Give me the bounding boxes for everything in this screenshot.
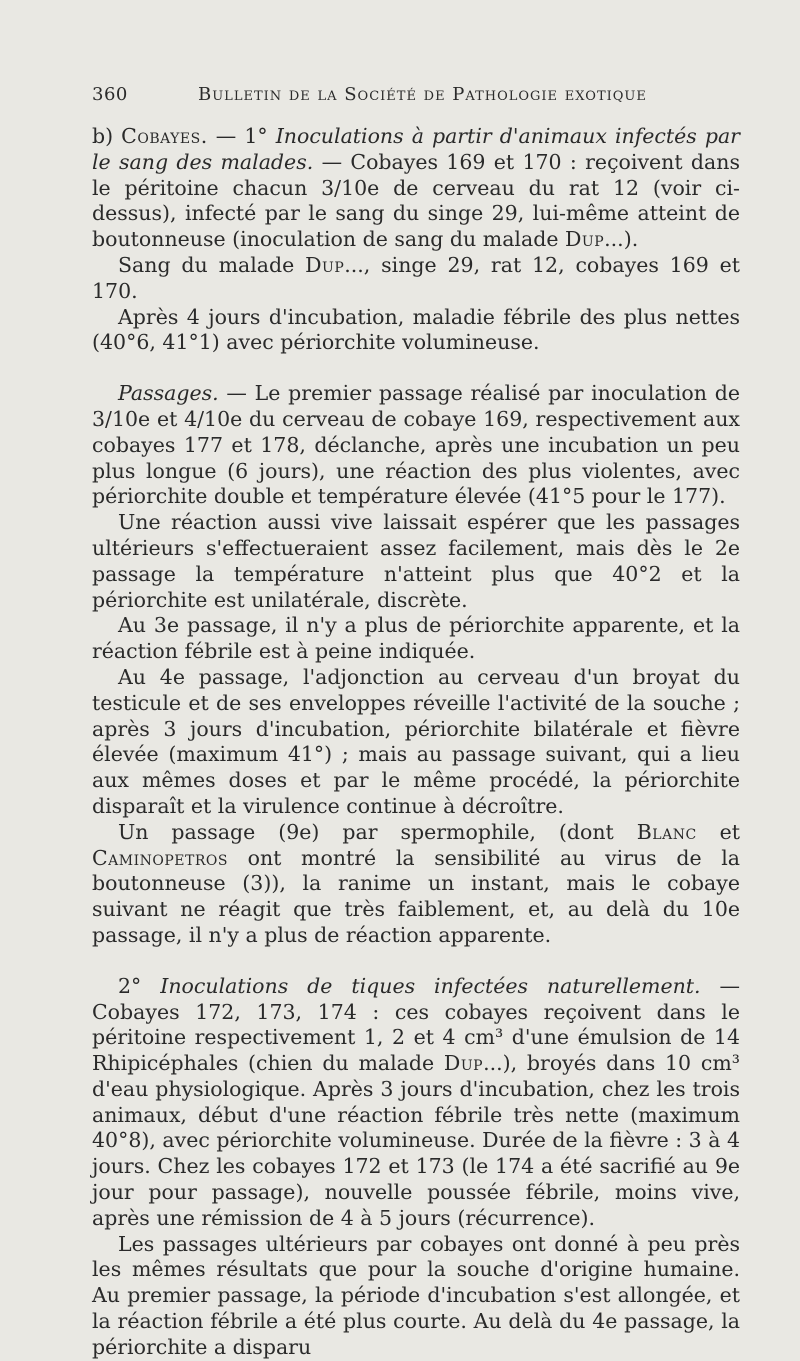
- paragraph-text: Un passage (9e) par spermophile, (dont: [118, 819, 637, 844]
- paragraph-passages: [92, 381, 740, 510]
- paragraph-ulterieurs: Les passages ultérieurs par cobayes ont donné à peu près les mêmes résultats que pour la souche d'origine humaine. Au premier passage, la période d'incubation s'est allongée, et la réaction fébrile a été plus courte. Au delà du 4e passage, la périorchite a disparu: [92, 1231, 740, 1359]
- paragraph-spermophile: [92, 820, 740, 949]
- paragraph-text: et: [696, 819, 740, 844]
- section-label: 2°: [118, 973, 142, 998]
- paragraph-text: — Cobayes 169 et 170 : reçoivent dans le péritoine chacun 3/10e de cerveau du rat 12 (voir ci-dessus), infecté par le sang du singe 29, lui-même atteint de boutonneuse (inoculation de sang du malade: [92, 149, 740, 252]
- author-name: Caminopetros: [92, 845, 228, 870]
- section-title: Inoculations à partir d'animaux infectés par le sang des malades.: [92, 124, 740, 174]
- paragraph-tiques: [92, 974, 740, 1232]
- paragraph-text: ...), broyés dans 10 cm³ d'eau physiologique. Après 3 jours d'incubation, chez les trois animaux, début d'une réaction fébrile très nette (maximum 40°8), avec périorchite volumineuse. Durée de la fièvre : 3 à 4 jours. Chez les cobayes 172 et 173 (le 174 a été sacrifié au 9e jour pour passage), nouvelle poussée fébrile, moins vive, après une rémission de 4 à 5 jours (récurrence).: [92, 1051, 741, 1230]
- paragraph-text: Sang du malade: [118, 252, 306, 277]
- page-number: 360: [92, 84, 128, 105]
- author-name: Blanc: [636, 819, 697, 844]
- running-title: Bulletin de la Société de Pathologie exotique: [198, 84, 647, 105]
- paragraph-apres: Après 4 jours d'incubation, maladie fébrile des plus nettes (40°6, 41°1) avec périorchite volumineuse.: [92, 304, 740, 355]
- paragraph-text: — Cobayes 172, 173, 174 : ces cobayes reçoivent dans le péritoine respectivement 1, 2 et 4 cm³ d'une émulsion de 14 Rhipicéphales (chien du malade: [92, 973, 740, 1076]
- patient-name: Dup: [443, 1051, 484, 1076]
- paragraph-text: ...).: [604, 227, 639, 252]
- section-dash: — 1°: [215, 124, 268, 148]
- page-header: [92, 84, 740, 110]
- tiques-title: Inoculations de tiques infectées naturellement.: [160, 973, 701, 998]
- paragraph-sang: [92, 253, 740, 305]
- paragraph-cobayes: [92, 124, 740, 253]
- patient-name: Dup: [564, 227, 605, 252]
- paragraph-text: ont montré la sensibilité au virus de la boutonneuse (3)), la ranime un instant, mais le cobaye suivant ne réagit que très faiblement, et, au delà du 10e passage, il n'y a plus de réaction apparente.: [92, 845, 740, 947]
- section-label: b): [92, 124, 114, 148]
- paragraph-text: ..., singe 29, rat 12, cobayes 169 et 170.: [92, 252, 740, 303]
- paragraph-troisieme: Au 3e passage, il n'y a plus de périorchite apparente, et la réaction fébrile est à peine indiquée.: [92, 613, 740, 664]
- article-body: [92, 124, 740, 1361]
- patient-name: Dup: [305, 252, 345, 277]
- passages-title: Passages.: [118, 381, 219, 406]
- section-animal: Cobayes.: [121, 124, 208, 148]
- paragraph-reaction: Une réaction aussi vive laissait espérer que les passages ultérieurs s'effectueraient assez facilement, mais dès le 2e passage la température n'atteint plus que 40°2 et la périorchite est unilatérale, discrète.: [92, 510, 740, 612]
- paragraph-text: — Le premier passage réalisé par inoculation de 3/10e et 4/10e du cerveau de cobaye 169, respectivement aux cobayes 177 et 178, déclanche, après une incubation un peu plus longue (6 jours), une réaction des plus violentes, avec périorchite double et température élevée (41°5 pour le 177).: [92, 381, 740, 509]
- paragraph-quatrieme: Au 4e passage, l'adjonction au cerveau d'un broyat du testicule et de ses enveloppes réveille l'activité de la souche ; après 3 jours d'incubation, périorchite bilatérale et fièvre élevée (maximum 41°) ; mais au passage suivant, qui a lieu aux mêmes doses et par le même procédé, la périorchite disparaît et la virulence continue à décroître.: [92, 664, 740, 818]
